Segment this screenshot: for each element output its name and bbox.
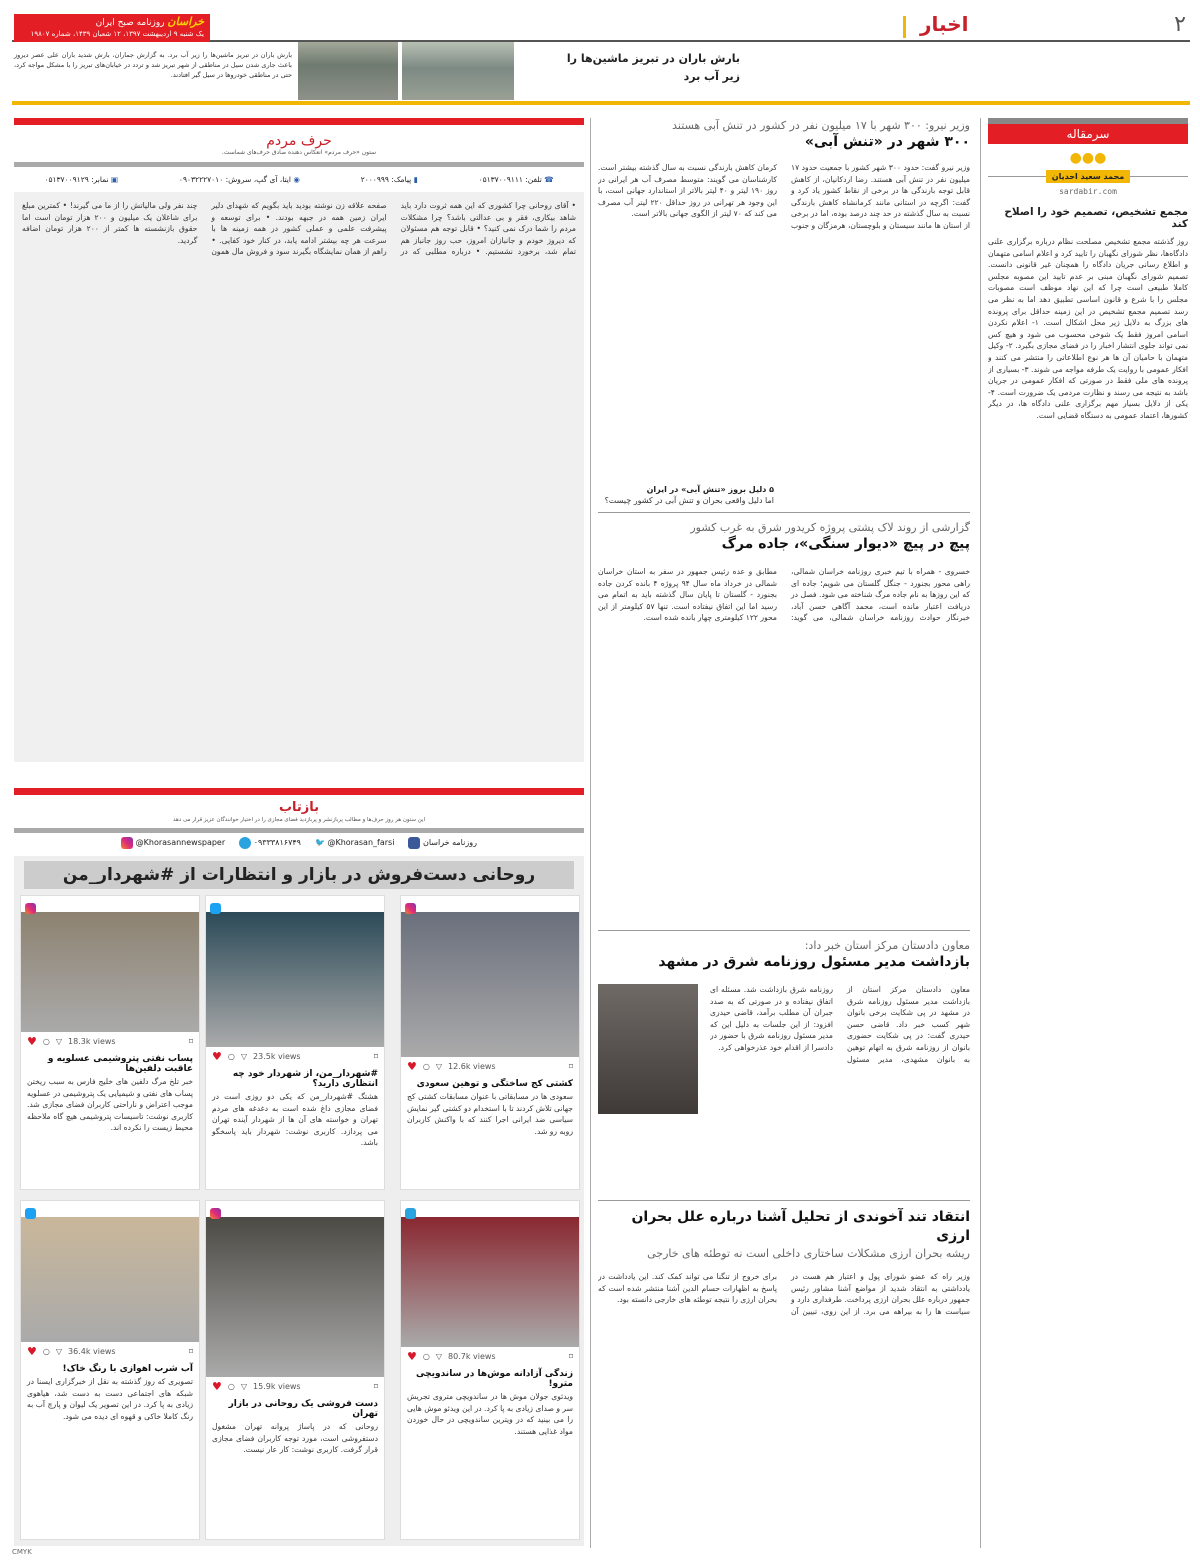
instagram-icon [121, 837, 133, 849]
share-icon[interactable]: ▽ [435, 1351, 443, 1361]
post-title: #شهردار_من، از شهردار خود چه انتظاری دارید؟ [232, 1069, 378, 1089]
baztab-subtitle: این ستون هر روز حرف‌ها و مطالب پربازنشر و پربازدید فضای مجازی را در اختیار خوانندگان عزیز قرار می دهد [172, 817, 425, 823]
twitter-icon [210, 903, 221, 914]
messenger-contact: ◉ ایتا، آی گپ، سروش: ۰۹۰۳۲۲۲۷۰۱۰ [178, 175, 300, 184]
post-title: دست فروشی یک روحانی در بازار تهران [228, 1399, 378, 1419]
people-contacts [14, 167, 584, 192]
editorial-author: محمد سعید احدیان [1046, 170, 1131, 183]
article4-headline: انتقاد تند آخوندی از تحلیل آشنا درباره علل بحران ارزی [631, 1209, 970, 1244]
editorial-site: sardabir.com [1059, 187, 1117, 196]
article3-body: معاون دادستان مرکز استان از بازداشت مدیر مسئول روزنامه شرق در مشهد در پی شکایت برخی بانوان شهر کسب خبر داد. قاضی حسن حیدری گفت: در پی شکایت حضوری بانوان از روزنامه شرق به اتهام توهین به بانوان مشهدی، مدیر مسئول روزنامه شرق بازداشت شد. مسئله ای اتفاق نیفتاده و در صورتی که به صدد جبران آن مطلب برآمد، قاضی حیدری افزود: از این جلسات به دلیل این که مدیر مسئول روزنامه شرق با حضور در دادسرا از اقدام خود عذرخواهی کرد. [710, 985, 970, 1064]
post-image [401, 912, 579, 1057]
paper-name: خراسان [167, 15, 204, 28]
fax-contact: ▣ نمابر: ۰۵۱۳۷۰۰۹۱۲۹ [44, 175, 119, 184]
dots-icon: ●●● [1069, 150, 1107, 166]
flood-photo-2 [298, 42, 398, 100]
heart-icon[interactable]: ♥ [27, 1034, 37, 1048]
editorial-title: مجمع تشخیص، تصمیم خود را اصلاح کند [1004, 206, 1188, 230]
social-links [14, 833, 584, 853]
article1-kicker: وزیر نیرو: ۳۰۰ شهر با ۱۷ میلیون نفر در کشور در تنش آبی هستند [672, 119, 970, 132]
post-body: روحانی که در پاساژ پروانه تهران مشغول دستفروشی است، مورد توجه کاربران فضای مجازی قرار گرفت. کاربری نوشت: کار عار نیست. [212, 1422, 378, 1454]
views-count: 18.3k views [68, 1036, 116, 1046]
section-title: اخبار [920, 12, 969, 36]
share-icon[interactable]: ▽ [435, 1061, 443, 1071]
article2-headline: پیچ در پیچ «دیوار سنگی»، جاده مرگ [721, 536, 970, 552]
bookmark-icon[interactable]: ⌑ [188, 1036, 193, 1046]
article3-photo [598, 984, 698, 1114]
social-post-card [20, 895, 200, 1190]
heart-icon[interactable]: ♥ [27, 1344, 37, 1358]
article2-body: خسروی - همراه با تیم خبری روزنامه خراسان شمالی، راهی محور بجنورد - جنگل گلستان می شویم؛ جاده ای که این روزها به نام جاده مرگ شناخته می شود. فصل در دریافت اعتبار مانده است، محمد آگاهی حسن آباد، خبرنگار حوادث روزنامه خراسان شمالی، می گوید: مطابق و عده رئیس جمهور در سفر به استان خراسان شمالی در خرداد ماه سال ۹۴ پروژه ۴ بانده کردن جاده بجنورد - گلستان تا پایان سال گذشته باید به اتمام می رسید اما این اتفاق نیفتاده است. تنها ۵۷ کیلومتر از این محور ۱۲۲ کیلومتری چهار بانده شده است. [598, 567, 970, 623]
telegram-icon [239, 837, 251, 849]
article3-kicker: معاون دادستان مرکز استان خبر داد: [804, 939, 970, 952]
share-icon[interactable]: ▽ [55, 1036, 63, 1046]
article2-kicker: گزارشی از روند لاک پشتی پروژه کریدور شرق به غرب کشور [690, 521, 970, 534]
article1-body: وزیر نیرو گفت: حدود ۳۰۰ شهر کشور با جمعیت حدود ۱۷ میلیون نفر در تنش آبی هستند. رضا اردکانیان، از کاهش قابل توجه بارندگی ها در برخی از نقاط کشور یاد کرد و گفت: اگرچه در استانی مانند کرمانشاه کاهش بارندگی نسبت به سال گذشته در حد چند درصد بوده، اما در برخی از استان ها مانند سیستان و بلوچستان، هرمزگان و جنوب کرمان کاهش بارندگی نسبت به سال گذشته بیشتر است. کارشناسان می گویند: متوسط مصرف آب هر ایرانی در روز ۱۹۰ لیتر و ۴۰ لیتر بالاتر از استاندارد جهانی است، با این وجود هر تهرانی در روز حداقل ۲۲۰ لیتر آب مصرف می کند که ۷۰ لیتر از الگوی جهانی بالاتر است. [598, 163, 970, 230]
people-body: • آقای روحانی چرا کشوری که این همه ثروت دارد باید شاهد بیکاری، فقر و بی عدالتی باشد؟ چرا مشکلات مردم را شما درک نمی کنید؟ • قابل توجه هم مسئولان که دیروز خودم و جانبازان امروز، حب روز جانباز هم تمام شد، برخورد نشستیم. • درباره مطلبی که در صفحه علاقه زن نوشته بودید باید بگویم که شهدای دلیر ایران زمین همه در جبهه بودند. • برای توسعه و پیشرفت علمی و عملی کشور در همه زمینه ها با سرعت هر چه بیشتر ادامه یابد، در کنار خود کفایی. • راهم از همان نمایشگاه بگیرند سود و فروش مال همون چند نفر ولی مالیاتش را از ما می گیرند! • کمترین مبلغ برای شاغلان یک میلیون و ۲۰۰ هزار تومان است اما حقوق بازنشسته ها کمتر از ۲۰۰ هزار تومان اضافه گردید. [14, 192, 584, 762]
banner-headline: بارش باران در تبریز ماشین‌ها را زیر آب برد [566, 52, 740, 83]
sms-icon: ▮ [413, 175, 418, 184]
yellow-rule [12, 101, 1190, 105]
post-image [21, 912, 199, 1032]
editorial-label: سرمقاله [988, 118, 1188, 144]
editorial-body: روز گذشته مجمع تشخیص مصلحت نظام درباره برگزاری علنی دادگاه‌ها، نظر شورای نگهبان را تایید کرد و اعلام اسامی متهمان و اطلاع رسانی جریان دادگاه را همچنان غیر قانونی دانست. تصمیم شورای نگهبان مبنی بر عدم تایید این مصوبه مجلس کاملا طبیعی است چرا که این نهاد موظف است مصوبات مجلس را با شرع و قانون اساسی تطبیق دهد اما به نظر می رسد تصمیم مجمع تشخیص در این زمینه حداقل برای پرونده های بزرگ به دلایل زیر محل اشکال است. ۱- اعلام نکردن اسامی امروز فقط یک شوخی محسوب می شود و هیچ کس نمی تواند جلوی انتشار اخبار را در فضای مجازی بگیرد. ۲- وکیل متهمان با حامیان آن ها هر نوع اطلاعاتی را منتشر می کنند و افکار عمومی با روایت یک طرفه مواجه می شوند. ۳- بسیاری از پرونده های ملی فقط در صورتی که افکار عمومی در جریان باشد به نتیجه می رسند و نظارت مردمی یک ضرورت است. ۴- یکی از دلایل بسیار مهم برگزاری علنی دادگاه ها، در دیگر کشورها، اعتماد عمومی به دستگاه قضایی است. [988, 237, 1188, 420]
bookmark-icon[interactable]: ⌑ [373, 1051, 378, 1061]
social-post-card [20, 1200, 200, 1540]
twitter-icon: 🐦 [314, 838, 325, 847]
post-body: ویدئوی جولان موش ها در ساندویچی متروی تجریش سر و صدای زیادی به پا کرد. در این ویدئو موش هایی را می بینید که در ویترین ساندویچی در حال خوردن مواد غذایی هستند. [407, 1392, 573, 1436]
phone-contact: ☎ تلفن: ۰۵۱۳۷۰۰۹۱۱۱ [478, 175, 554, 184]
instagram-icon [405, 903, 416, 914]
twitter-link[interactable]: 🐦 @Khorasan_farsi [314, 838, 395, 847]
comment-icon[interactable]: ○ [422, 1061, 430, 1071]
post-body: هشتگ #شهردار_من که یکی دو روزی است در فضای مجازی داغ شده است به دغدغه های مردم تهران و خواسته های آن ها از شهردار آینده تهران می پردازد. کاربری نوشت: شهردار باید پاسخگو باشد. [212, 1092, 378, 1147]
article1-note-title: ۵ دلیل بروز «تنش آبی» در ایران [646, 485, 774, 494]
post-image [21, 1217, 199, 1342]
social-post-card [205, 895, 385, 1190]
instagram-icon [210, 1208, 221, 1219]
article1-note-line: اما دلیل واقعی بحران و تنش آبی در کشور چیست؟ [604, 496, 774, 505]
twitter-icon [25, 1208, 36, 1219]
page-number: ۲ [1174, 12, 1186, 37]
views-count: 12.6k views [448, 1061, 496, 1071]
banner-caption: بارش باران در تبریز ماشین‌ها را زیر آب برد. به گزارش جماران، بارش شدید باران علی عصر دیروز باعث جاری شدن سیل در مناطقی از شهر تبریز شد و تردد در خیابان‌های تبریز را با مشکل مواجه کرد، حتی در مناطقی خودروها در سیل گیر افتادند. [14, 51, 292, 79]
baztab-title: بازتاب [278, 800, 320, 815]
social-post-card [205, 1200, 385, 1540]
post-title: زندگی آزادانه موش‌ها در ساندویچی مترو! [416, 1369, 573, 1389]
views-count: 36.4k views [68, 1346, 116, 1356]
post-image [206, 1217, 384, 1377]
telegram-icon [405, 1208, 416, 1219]
views-count: 23.5k views [253, 1051, 301, 1061]
post-title: پساب نفتی پتروشیمی عسلویه و عاقبت دلفین‌ها [47, 1054, 193, 1074]
post-title: کشتی کج ساختگی و توهین سعودی [416, 1079, 573, 1089]
people-title: حرف مردم [266, 133, 332, 149]
section-divider [903, 16, 906, 38]
bookmark-icon[interactable]: ⌑ [568, 1351, 573, 1361]
post-image [206, 912, 384, 1047]
share-icon[interactable]: ▽ [55, 1346, 63, 1356]
masthead: خراسان روزنامه صبح ایران یک شنبه ۹ اردیبهشت ۱۳۹۷، ۱۲ شعبان ۱۴۳۹، شماره ۱۹۸۰۷ [14, 14, 210, 42]
telegram-link[interactable]: ۰۹۳۳۳۸۱۶۷۴۹ [239, 836, 301, 850]
baztab-headline: روحانی دست‌فروش در بازار و انتظارات از #شهردار_من [24, 861, 574, 889]
bookmark-icon[interactable]: ⌑ [188, 1346, 193, 1356]
phone-icon: ☎ [544, 175, 554, 184]
heart-icon[interactable]: ♥ [407, 1059, 417, 1073]
facebook-icon [408, 837, 420, 849]
bookmark-icon[interactable]: ⌑ [568, 1061, 573, 1071]
messenger-icon: ◉ [293, 175, 300, 184]
views-count: 15.9k views [253, 1381, 301, 1391]
article4-body: وزیر راه که عضو شورای پول و اعتبار هم هست در یادداشتی به انتقاد شدید از مواضع آشنا مشاور رئیس جمهور درباره علل بحران ارزی پرداخت. طرفداری دارد و سیاست ها را به بیراهه می برد. از این روی، تبیین آن برای خروج از تنگنا می تواند کمک کند. این یادداشت در پاسخ به اظهارات حسام الدین آشنا منتشر شده است که بحران ارزی را نتیجه توطئه های خارجی دانسته بود. [598, 1272, 970, 1316]
date-line: یک شنبه ۹ اردیبهشت ۱۳۹۷، ۱۲ شعبان ۱۴۳۹، شماره ۱۹۸۰۷ [30, 30, 204, 38]
social-post-card [400, 1200, 580, 1540]
people-subtitle: ستون «حرف مردم» انعکاس دهنده صادق حرف‌های شماست. [221, 149, 377, 156]
comment-icon[interactable]: ○ [227, 1051, 235, 1061]
share-icon[interactable]: ▽ [240, 1051, 248, 1061]
flood-photo-1 [402, 42, 514, 100]
post-image [401, 1217, 579, 1347]
comment-icon[interactable]: ○ [422, 1351, 430, 1361]
heart-icon[interactable]: ♥ [407, 1349, 417, 1363]
views-count: 80.7k views [448, 1351, 496, 1361]
post-body: سعودی ها در مسابقاتی با عنوان مسابقات کشتی کج جهانی تلاش کردند تا با استخدام دو کشتی گیر نمایش سیاسی ضد ایرانی اجرا کنند که با واکنش کاربران روبه رو شد. [407, 1092, 573, 1136]
share-icon[interactable]: ▽ [240, 1381, 248, 1391]
cmyk-mark: CMYK [12, 1548, 32, 1556]
comment-icon[interactable]: ○ [42, 1036, 50, 1046]
sms-contact: ▮ پیامک: ۲۰۰۰۹۹۹ [360, 175, 418, 184]
bookmark-icon[interactable]: ⌑ [373, 1381, 378, 1391]
heart-icon[interactable]: ♥ [212, 1379, 222, 1393]
social-post-card [400, 895, 580, 1190]
instagram-icon [25, 903, 36, 914]
comment-icon[interactable]: ○ [227, 1381, 235, 1391]
instagram-link[interactable]: @Khorasannewspaper [121, 836, 225, 850]
article4-kicker: ریشه بحران ارزی مشکلات ساختاری داخلی است نه توطئه های خارجی [647, 1247, 970, 1260]
post-title: آب شرب اهوازی با رنگ خاک! [62, 1364, 193, 1374]
facebook-link[interactable]: روزنامه خراسان [408, 836, 477, 850]
post-body: تصویری که روز گذشته به نقل از خبرگزاری ایسنا در شبکه های اجتماعی دست به دست شد، هیاهوی زیادی به پا کرد. در این تصویر یک لیوان و پارچ آب به رنگ کاملا خاکی و قهوه ای دیده می شود. [27, 1377, 193, 1421]
article1-headline: ۳۰۰ شهر در «تنش آبی» [804, 134, 970, 150]
post-body: خبر تلخ مرگ دلفین های خلیج فارس به سبب ریختن پساب های نفتی و شیمیایی یک پتروشیمی در عسلویه موجب اعتراض و ناراحتی کاربران فضای مجازی شد. کاربری نوشت: تاسیسات پتروشیمی هیچ گاه ملاحظه محیط زیست را نکرده اند. [27, 1077, 193, 1132]
article3-headline: بازداشت مدیر مسئول روزنامه شرق در مشهد [658, 954, 970, 970]
comment-icon[interactable]: ○ [42, 1346, 50, 1356]
heart-icon[interactable]: ♥ [212, 1049, 222, 1063]
fax-icon: ▣ [111, 175, 119, 184]
